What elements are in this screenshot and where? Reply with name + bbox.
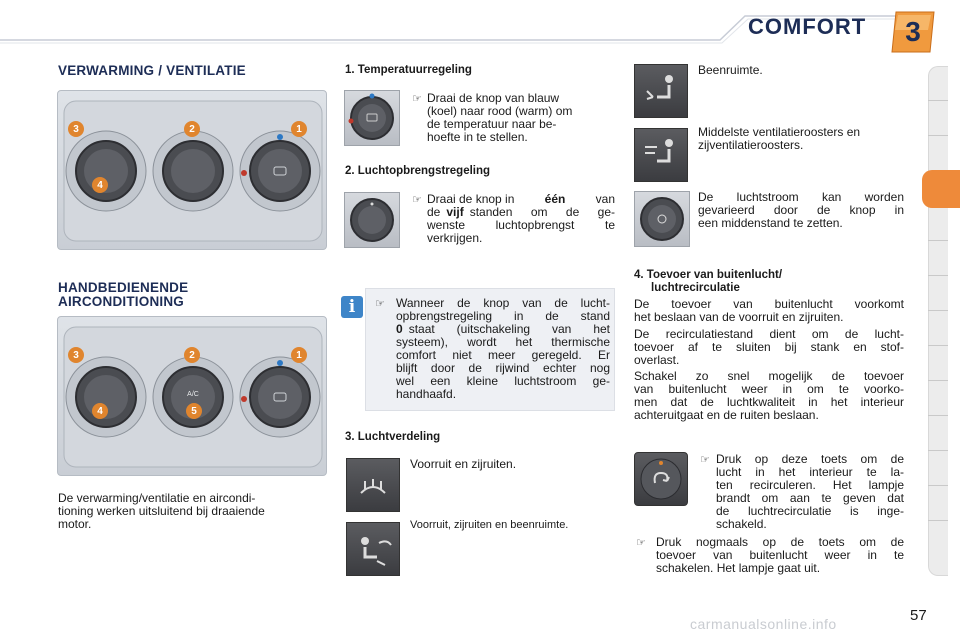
engine-note-line: tioning werken uitsluitend bij draaiende [58,504,265,518]
engine-note-line: motor. [58,517,92,531]
text-line: de temperatuur naar be- [427,117,557,131]
ac-section-title-line2: AIRCONDITIONING [58,294,184,309]
feet-vent-icon [634,64,688,118]
distribution-feet-label: Beenruimte. [698,63,763,77]
marker-1: 1 [291,347,307,363]
section-4-title-line2: luchtrecirculatie [651,282,740,294]
engine-note [58,492,326,531]
text-line: systeem), wordt het thermische [396,335,610,349]
marker-3: 3 [68,347,84,363]
text-line: Draai de knop van blauw [427,91,560,105]
tab-divider [928,345,948,346]
windscreen-demist-icon [346,458,400,512]
section-2-title: 2. Luchtopbrengstregeling [345,165,491,177]
text-line: men dat de luchtkwaliteit in het interieur [634,395,904,409]
text-line: wenste luchtopbrengst te [427,218,615,232]
text-line: gevarieerd door de knop in [698,203,904,217]
info-note-text [396,297,610,401]
text-line: het beslaan van de voorruit en zijruiten. [634,310,844,324]
marker-2: 2 [184,347,200,363]
section-4-para-2 [634,328,904,367]
tab-divider [928,240,948,241]
tab-divider [928,415,948,416]
distribution-knob-thumbnail [634,191,690,247]
text-line: Druk op deze toets om de [716,452,904,466]
chapter-tab-strip [928,66,948,576]
ac-section-title-line1: HANDBEDIENENDE [58,280,189,295]
text-line: opbrengstregeling in de stand [396,309,610,323]
ac-control-panel [57,316,327,476]
page-number: 57 [910,607,927,624]
text-line: wel een kleine luchtstroom ge- [396,374,610,388]
text-line: een middenstand te zetten. [698,216,843,230]
engine-note-line: De verwarming/ventilatie en aircondi- [58,491,256,505]
distribution-vents-text [698,126,860,152]
tab-divider [928,135,948,136]
chapter-tab-active[interactable] [922,170,960,208]
section-1-text [427,92,615,144]
temperature-knob-thumbnail [344,90,400,146]
airflow-knob-thumbnail [344,192,400,248]
section-4-para-1 [634,298,904,324]
text-line: lucht in het interieur te la- [716,465,904,479]
text-line: handhaafd. [396,387,457,401]
text-line: ten recirculeren. Het lampje [716,478,904,492]
text-line: Schakel zo snel mogelijk de toevoer [634,369,904,383]
text-line: Middelste ventilatieroosters en [698,125,861,139]
face-vent-icon [634,128,688,182]
chapter-number: 3 [905,16,921,47]
text-line: brandt om aan te geven dat [716,491,904,505]
marker-5: 5 [186,403,202,419]
tab-divider [928,100,948,101]
marker-3: 3 [68,121,84,137]
tab-divider [928,520,948,521]
section-1-title: 1. Temperatuurregeling [345,64,472,76]
text-line: toevoer van buitenlucht weer in te [656,548,904,562]
text-line: blijft door de rijwind echter nog [396,361,610,375]
text-fragment: de [427,205,441,219]
heating-control-panel [57,90,327,250]
bullet-icon: ☞ [375,298,385,310]
info-icon: i [341,296,363,318]
info-note-box [365,288,615,411]
distribution-middle-text [698,191,904,230]
text-line: schakelen. Het lampje gaat uit. [656,561,821,575]
watermark: carmanualsonline.info [690,616,837,632]
recirculation-button-thumbnail [634,452,688,506]
text-fragment-bold: één [544,192,566,206]
tab-divider [928,275,948,276]
text-line: overlast. [634,353,680,367]
text-line: toevoer af te sluiten bij stank en stof- [634,340,904,354]
text-fragment-bold: vijf [446,205,464,219]
bullet-icon: ☞ [700,454,710,466]
marker-4: 4 [92,403,108,419]
marker-4: 4 [92,177,108,193]
distribution-windscreen-feet-label: Voorruit, zijruiten en beenruimte. [410,519,569,531]
page-header-title: COMFORT [748,14,867,39]
marker-2: 2 [184,121,200,137]
text-line: comfort niet meer geregeld. Er [396,348,610,362]
heating-section-title: VERWARMING / VENTILATIE [58,63,246,78]
heating-knobs-illustration [58,91,328,251]
text-fragment: Draai de knop in [427,192,515,206]
marker-1: 1 [291,121,307,137]
text-line: Wanneer de knop van de lucht- [396,296,610,310]
windscreen-feet-icon [346,522,400,576]
section-3-title: 3. Luchtverdeling [345,431,441,443]
tab-divider [928,450,948,451]
text-line: van buitenlucht weer in om te voorko- [634,382,904,396]
tab-divider [928,310,948,311]
text-fragment-bold: 0 [396,322,403,336]
text-fragment: standen om de ge- [469,205,615,219]
text-line: De recirculatiestand dient om de lucht- [634,327,904,341]
text-line: De luchtstroom kan worden [698,190,904,204]
recirculation-off-text [656,536,904,575]
text-line: Druk nogmaals op de toets om de [656,535,904,549]
tab-divider [928,485,948,486]
ac-button-label: A/C [187,391,199,398]
text-line: verkrijgen. [427,231,483,245]
bullet-icon: ☞ [412,194,422,206]
section-4-title-line1: 4. Toevoer van buitenlucht/ [634,269,783,281]
text-fragment: van [595,192,615,206]
text-line: zijventilatieroosters. [698,138,804,152]
recirculation-on-text [716,453,904,531]
text-fragment: staat (uitschakeling van het [408,322,610,336]
tab-divider [928,380,948,381]
bullet-icon: ☞ [636,537,646,549]
text-line: schakeld. [716,517,767,531]
text-line: de luchtrecirculatie is inge- [716,504,904,518]
section-2-text [427,193,615,245]
section-4-para-3 [634,370,904,422]
distribution-windscreen-label: Voorruit en zijruiten. [410,457,517,471]
bullet-icon: ☞ [412,93,422,105]
text-line: hoefte in te stellen. [427,130,528,144]
text-line: De toevoer van buitenlucht voorkomt [634,297,904,311]
text-line: (koel) naar rood (warm) om [427,104,573,118]
text-line: achteruitgaat en de ruiten beslaan. [634,408,819,422]
